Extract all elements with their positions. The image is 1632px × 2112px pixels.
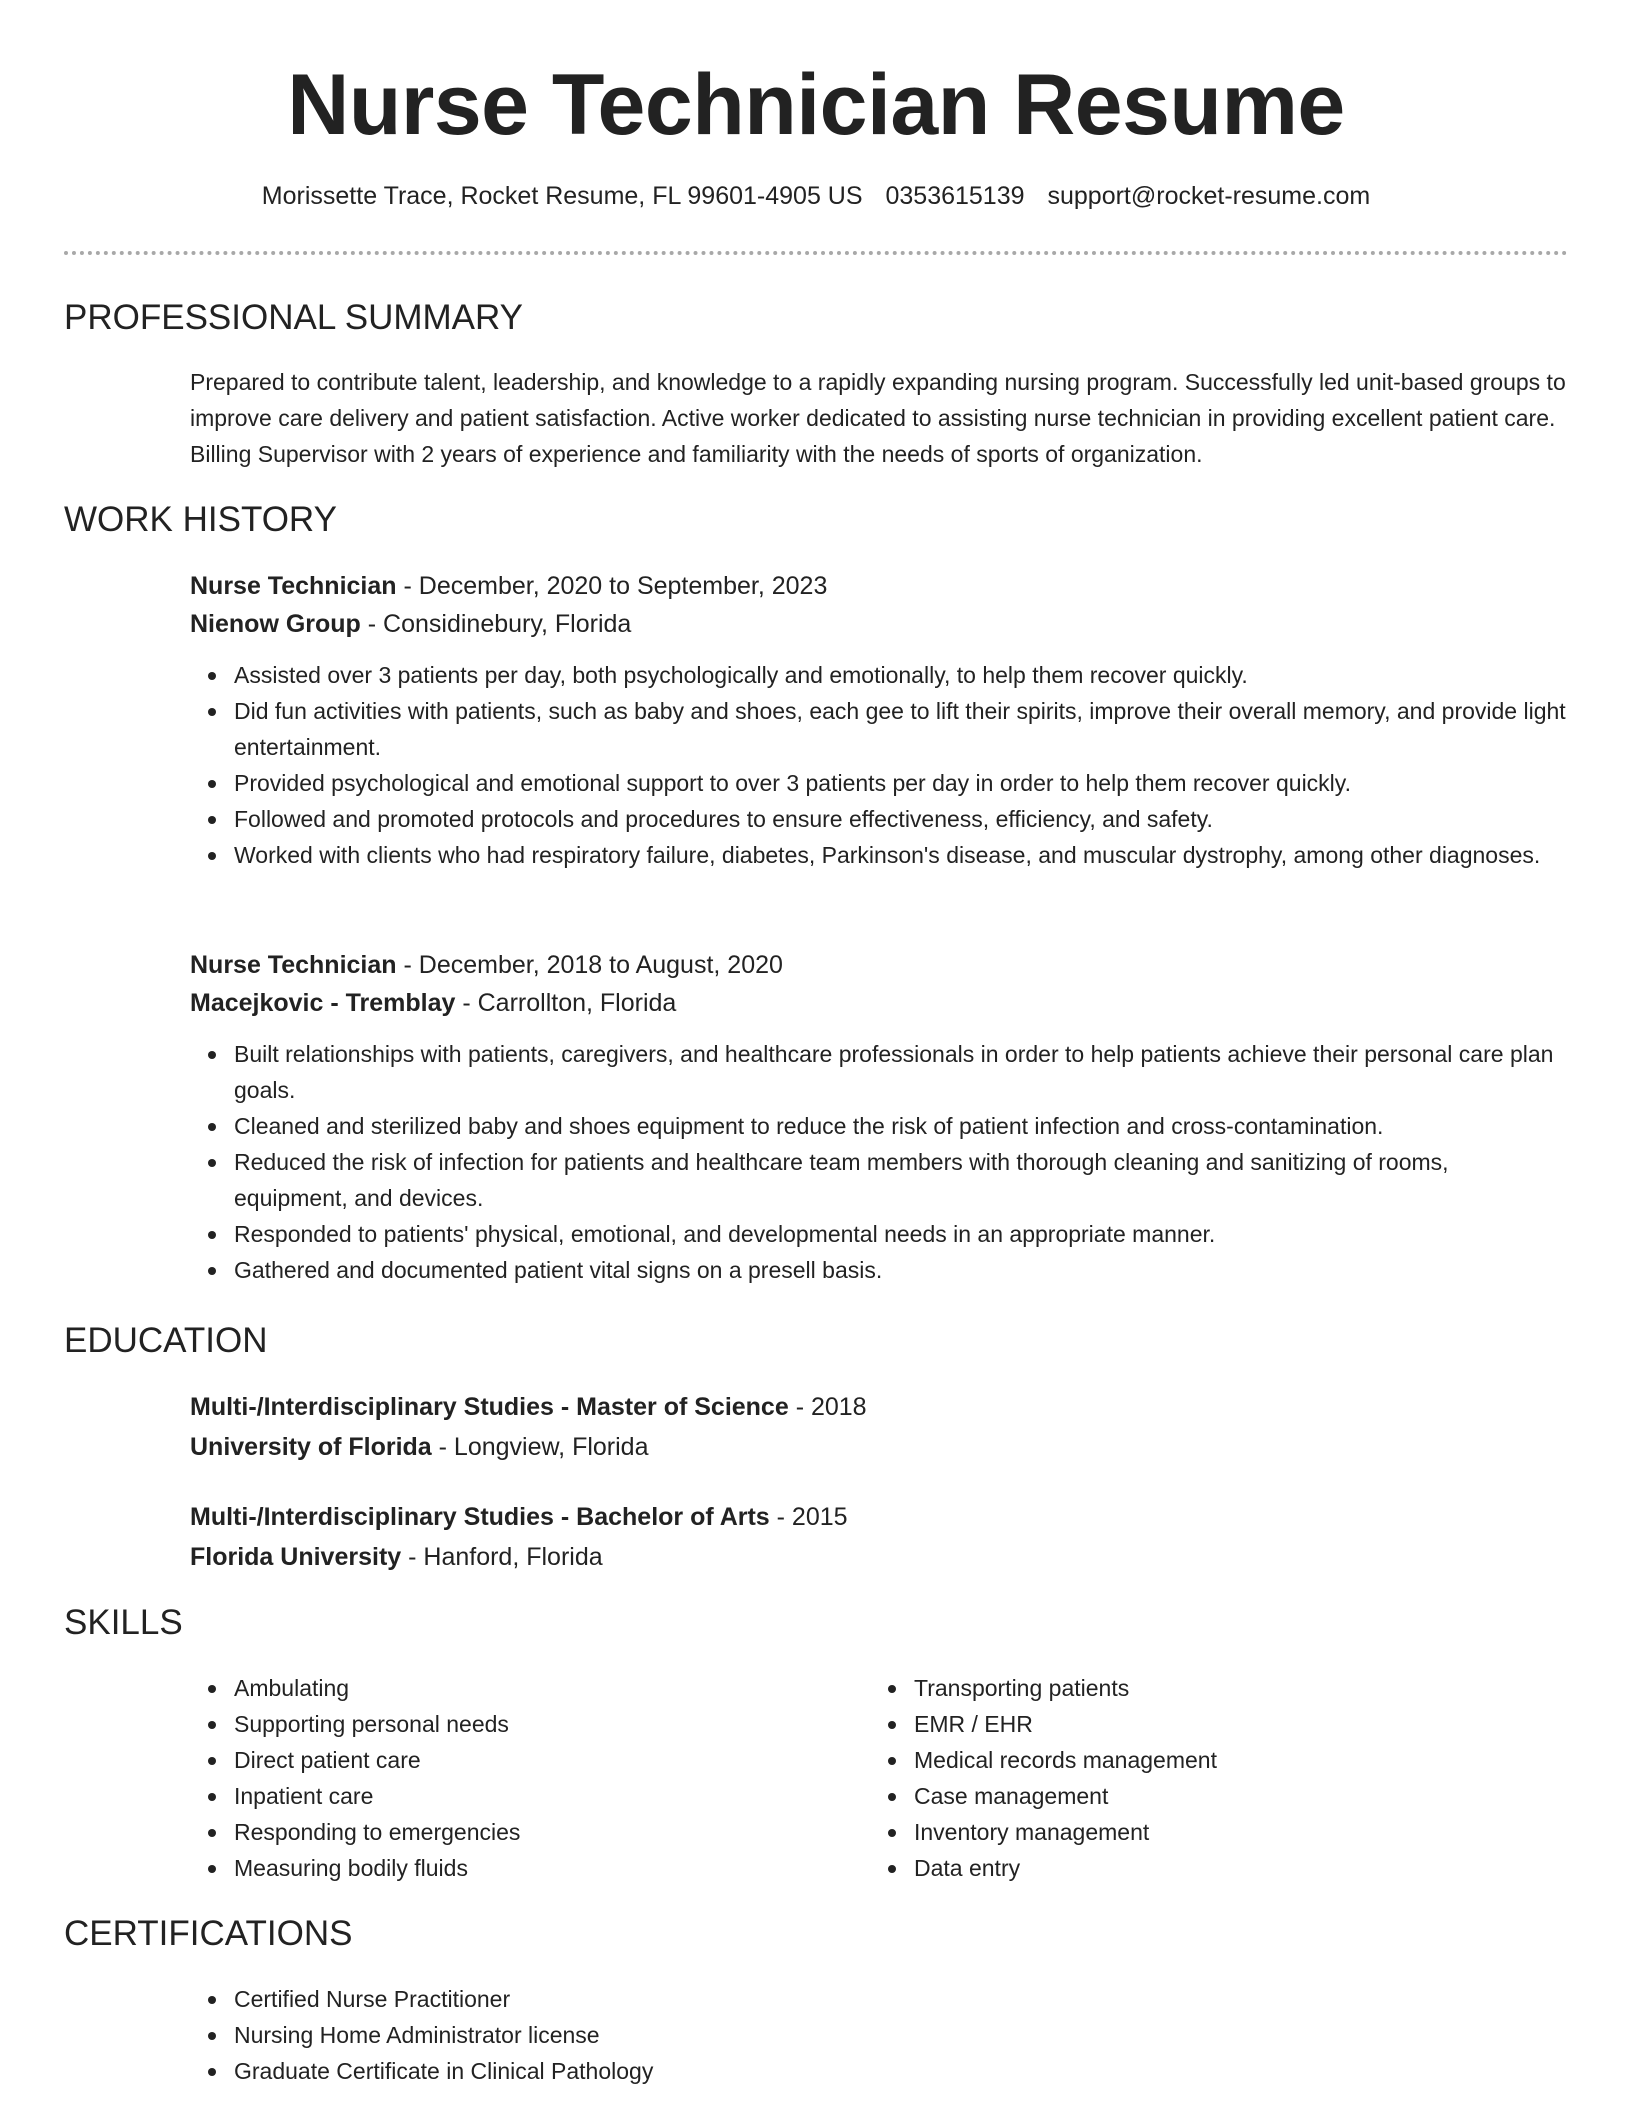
skills-column-right (870, 1670, 1470, 1886)
education-degree: Multi-/Interdisciplinary Studies - Bachelor of Arts (190, 1503, 770, 1531)
job-entry (190, 567, 1568, 873)
job-entry (190, 946, 1568, 1288)
list-item: Case management (914, 1778, 1470, 1814)
education-school: University of Florida (190, 1433, 432, 1461)
education-location: - Longview, Florida (431, 1433, 649, 1461)
list-item: Nursing Home Administrator license (234, 2017, 1568, 2053)
header-divider (64, 251, 1568, 255)
skills-list (870, 1670, 1470, 1886)
list-item: Transporting patients (914, 1670, 1470, 1706)
education-year: - 2018 (788, 1393, 867, 1421)
job-dates: - December, 2018 to August, 2020 (396, 951, 783, 979)
job-role: Nurse Technician (190, 572, 397, 600)
list-item: Medical records management (914, 1742, 1470, 1778)
education-entry (190, 1387, 1568, 1467)
job-company-line (190, 984, 1568, 1022)
list-item: Graduate Certificate in Clinical Pathology (234, 2053, 1568, 2089)
certifications-block (190, 1981, 1568, 2089)
section-title-skills: SKILLS (64, 1603, 183, 1642)
list-item: EMR / EHR (914, 1706, 1470, 1742)
resume-title: Nurse Technician Resume (287, 57, 1345, 153)
skills-column-left (190, 1670, 790, 1886)
section-title-education: EDUCATION (64, 1321, 268, 1360)
list-item: Built relationships with patients, caregivers, and healthcare professionals in order to help patients achieve their personal care plan goals. (234, 1036, 1568, 1108)
section-title-certifications: CERTIFICATIONS (64, 1914, 353, 1953)
summary-block (190, 364, 1568, 472)
list-item: Gathered and documented patient vital signs on a presell basis. (234, 1252, 1568, 1288)
section-title-summary: PROFESSIONAL SUMMARY (64, 298, 523, 337)
education-school-line (190, 1427, 1568, 1467)
contact-line (0, 180, 1632, 213)
job-company: Macejkovic - Tremblay (190, 989, 456, 1017)
list-item: Provided psychological and emotional support to over 3 patients per day in order to help them recover quickly. (234, 765, 1568, 801)
list-item: Direct patient care (234, 1742, 790, 1778)
job-dates: - December, 2020 to September, 2023 (396, 572, 828, 600)
job-title-line (190, 946, 1568, 984)
list-item: Followed and promoted protocols and procedures to ensure effectiveness, efficiency, and safety. (234, 801, 1568, 837)
job-role: Nurse Technician (190, 951, 397, 979)
job-location: - Considinebury, Florida (360, 610, 632, 638)
job-location: - Carrollton, Florida (455, 989, 677, 1017)
list-item: Worked with clients who had respiratory failure, diabetes, Parkinson's disease, and muscular dystrophy, among other diagnoses. (234, 837, 1568, 873)
section-title-work-history: WORK HISTORY (64, 500, 337, 539)
summary-text: Prepared to contribute talent, leadership, and knowledge to a rapidly expanding nursing program. Successfully led unit-based groups to improve care delivery and patient satisfaction. Active worker dedicated to assisting nurse technician in providing excellent patient care. Billing Supervisor with 2 years of experience and familiarity with the needs of sports of organization. (190, 369, 1566, 467)
contact-email: support@rocket-resume.com (1047, 182, 1371, 210)
certifications-list (190, 1981, 1568, 2089)
list-item: Responded to patients' physical, emotional, and developmental needs in an appropriate manner. (234, 1216, 1568, 1252)
job-bullets (190, 1036, 1568, 1288)
list-item: Ambulating (234, 1670, 790, 1706)
list-item: Did fun activities with patients, such as baby and shoes, each gee to lift their spirits, improve their overall memory, and provide light entertainment. (234, 693, 1568, 765)
list-item: Measuring bodily fluids (234, 1850, 790, 1886)
education-degree: Multi-/Interdisciplinary Studies - Master of Science (190, 1393, 789, 1421)
education-year: - 2015 (769, 1503, 848, 1531)
list-item: Reduced the risk of infection for patients and healthcare team members with thorough cleaning and sanitizing of rooms, equipment, and devices. (234, 1144, 1568, 1216)
list-item: Inventory management (914, 1814, 1470, 1850)
job-company: Nienow Group (190, 610, 361, 638)
skills-list (190, 1670, 790, 1886)
list-item: Cleaned and sterilized baby and shoes equipment to reduce the risk of patient infection and cross-contamination. (234, 1108, 1568, 1144)
list-item: Assisted over 3 patients per day, both psychologically and emotionally, to help them recover quickly. (234, 657, 1568, 693)
education-degree-line (190, 1497, 1568, 1537)
list-item: Responding to emergencies (234, 1814, 790, 1850)
job-company-line (190, 605, 1568, 643)
list-item: Certified Nurse Practitioner (234, 1981, 1568, 2017)
education-location: - Hanford, Florida (401, 1543, 603, 1571)
education-school: Florida University (190, 1543, 402, 1571)
job-bullets (190, 657, 1568, 873)
list-item: Data entry (914, 1850, 1470, 1886)
list-item: Supporting personal needs (234, 1706, 790, 1742)
contact-address: Morissette Trace, Rocket Resume, FL 99601-4905 US (261, 182, 863, 210)
contact-phone: 0353615139 (885, 182, 1025, 210)
education-entry (190, 1497, 1568, 1577)
education-school-line (190, 1537, 1568, 1577)
job-title-line (190, 567, 1568, 605)
education-degree-line (190, 1387, 1568, 1427)
list-item: Inpatient care (234, 1778, 790, 1814)
